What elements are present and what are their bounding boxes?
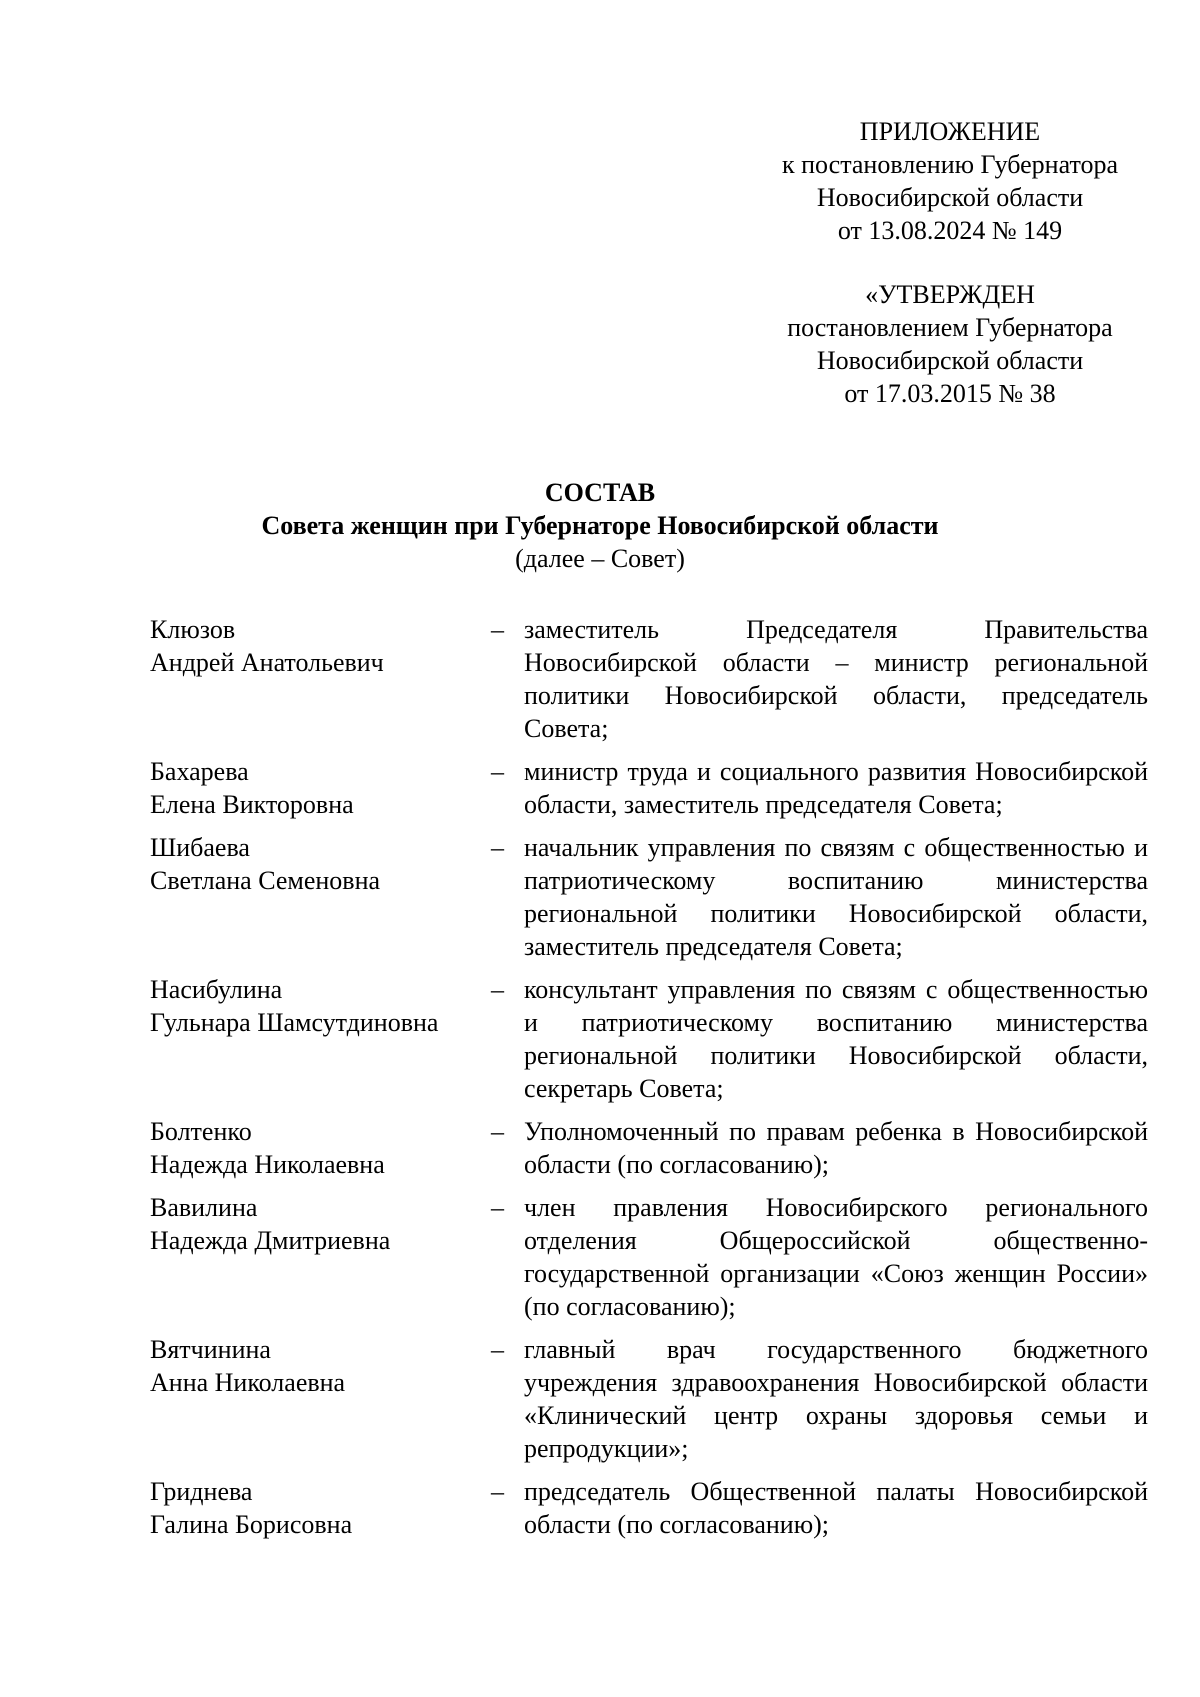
member-given-names: Гульнара Шамсутдиновна	[150, 1008, 439, 1037]
member-dash: –	[491, 833, 504, 862]
member-given-names: Надежда Николаевна	[150, 1150, 385, 1179]
member-name	[150, 1475, 490, 1541]
member-dash: –	[491, 615, 504, 644]
member-dash: –	[491, 1335, 504, 1364]
member-entry	[150, 973, 1148, 1105]
member-name	[150, 755, 490, 821]
member-role: член правления Новосибирского регионального отделения Общероссийской общественно-государственной организации «Союз женщин России» (по согласованию);	[524, 1193, 1148, 1321]
member-surname: Шибаева	[150, 833, 250, 862]
appendix-header	[730, 115, 1170, 247]
document-title	[0, 476, 1200, 575]
members-list	[150, 613, 1148, 1551]
member-entry	[150, 755, 1148, 821]
member-dash: –	[491, 1193, 504, 1222]
member-surname: Вятчинина	[150, 1335, 271, 1364]
member-name	[150, 613, 490, 679]
appendix-date-number: от 13.08.2024 № 149	[837, 216, 1063, 245]
member-name	[150, 1333, 490, 1399]
member-entry	[150, 1191, 1148, 1323]
member-entry	[150, 1333, 1148, 1465]
approval-stamp	[730, 278, 1170, 410]
member-dash: –	[491, 757, 504, 786]
member-role: председатель Общественной палаты Новосибирской области (по согласованию);	[524, 1477, 1148, 1539]
appendix-region: Новосибирской области	[816, 183, 1084, 212]
member-given-names: Надежда Дмитриевна	[150, 1226, 391, 1255]
title-abbreviation: (далее – Совет)	[515, 544, 685, 573]
member-dash: –	[491, 1117, 504, 1146]
member-given-names: Елена Викторовна	[150, 790, 354, 819]
approved-reference: постановлением Губернатора	[787, 313, 1113, 342]
member-dash: –	[491, 975, 504, 1004]
approved-label: «УТВЕРЖДЕН	[865, 280, 1035, 309]
member-given-names: Андрей Анатольевич	[150, 648, 384, 677]
member-entry	[150, 613, 1148, 745]
approved-date-number: от 17.03.2015 № 38	[844, 379, 1056, 408]
member-surname: Вавилина	[150, 1193, 258, 1222]
member-entry	[150, 1475, 1148, 1541]
member-given-names: Светлана Семеновна	[150, 866, 381, 895]
member-role: Уполномоченный по правам ребенка в Новосибирской области (по согласованию);	[524, 1117, 1148, 1179]
member-role: главный врач государственного бюджетного учреждения здравоохранения Новосибирской области «Клинический центр охраны здоровья семьи и репродукции»;	[524, 1335, 1148, 1463]
member-surname: Насибулина	[150, 975, 283, 1004]
title-heading: СОСТАВ	[544, 478, 656, 507]
member-entry	[150, 831, 1148, 963]
approved-region: Новосибирской области	[816, 346, 1084, 375]
member-surname: Гриднева	[150, 1477, 253, 1506]
member-given-names: Галина Борисовна	[150, 1510, 353, 1539]
member-entry	[150, 1115, 1148, 1181]
member-given-names: Анна Николаевна	[150, 1368, 346, 1397]
member-name	[150, 1191, 490, 1257]
title-subject: Совета женщин при Губернаторе Новосибирской области	[261, 511, 939, 540]
member-name	[150, 1115, 490, 1181]
member-surname: Клюзов	[150, 615, 236, 644]
member-surname: Болтенко	[150, 1117, 252, 1146]
member-role: заместитель Председателя Правительства Новосибирской области – министр региональной политики Новосибирской области, председатель Совета;	[524, 615, 1148, 743]
member-name	[150, 973, 490, 1039]
member-surname: Бахарева	[150, 757, 249, 786]
member-name	[150, 831, 490, 897]
appendix-label: ПРИЛОЖЕНИЕ	[859, 117, 1041, 146]
member-role: начальник управления по связям с общественностью и патриотическому воспитанию министерства региональной политики Новосибирской области, заместитель председателя Совета;	[524, 833, 1148, 961]
appendix-reference: к постановлению Губернатора	[781, 150, 1119, 179]
member-dash: –	[491, 1477, 504, 1506]
member-role: консультант управления по связям с общественностью и патриотическому воспитанию министерства региональной политики Новосибирской области, секретарь Совета;	[524, 975, 1148, 1103]
member-role: министр труда и социального развития Новосибирской области, заместитель председателя Совета;	[524, 757, 1148, 819]
